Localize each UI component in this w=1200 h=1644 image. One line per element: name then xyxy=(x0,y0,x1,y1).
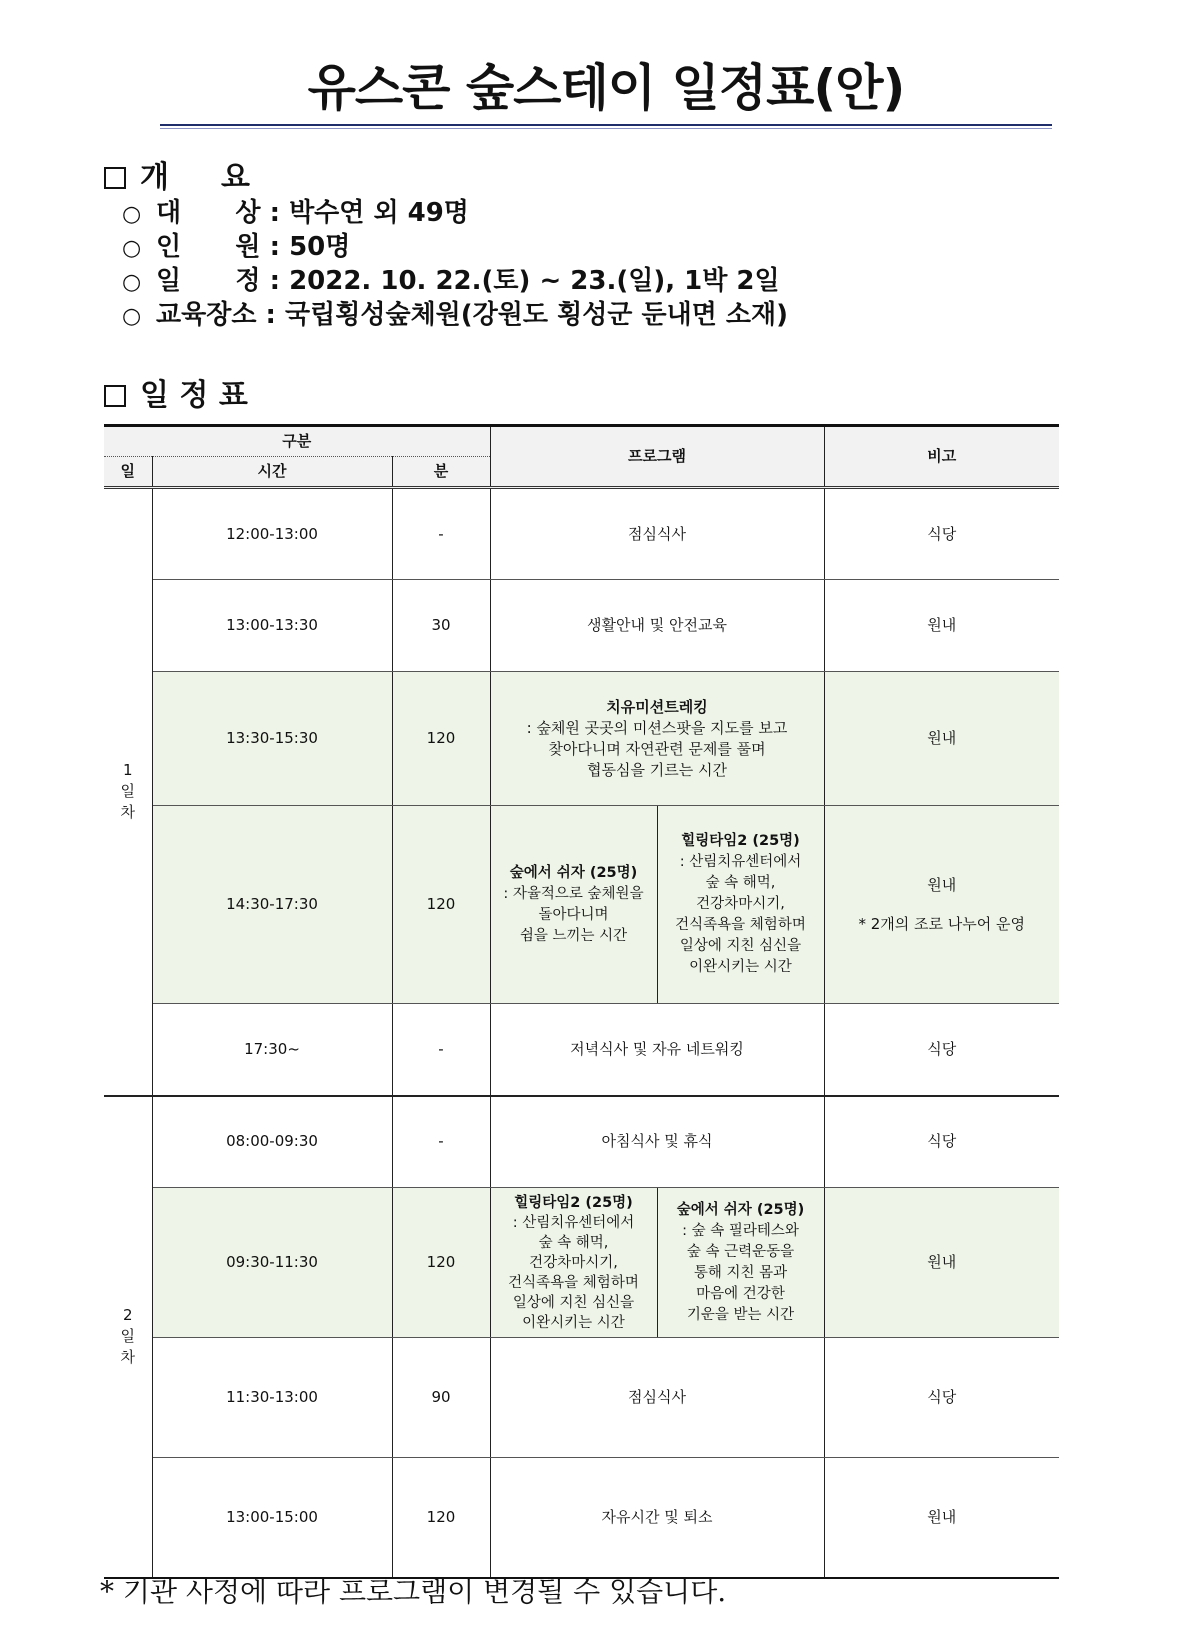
overview-sep: : xyxy=(260,232,290,262)
header-program: 프로그램 xyxy=(490,426,824,488)
overview-heading xyxy=(104,158,250,198)
program-line: 일상에 지친 심신을 xyxy=(679,938,802,954)
table-row xyxy=(104,1188,1059,1338)
day-label: 1일차 xyxy=(120,761,135,822)
minutes-cell: 30 xyxy=(392,580,490,672)
program-line: 건강차마시기, xyxy=(529,1254,618,1271)
minutes-cell: - xyxy=(392,488,490,580)
overview-value: 50명 xyxy=(289,232,351,262)
title-underline-thin xyxy=(160,128,1052,129)
table-row xyxy=(104,1096,1059,1188)
program-line: 돌아다니며 xyxy=(538,906,609,923)
program-cell: 저녁식사 및 자유 네트워킹 xyxy=(490,1004,824,1096)
note-text: 원내 xyxy=(927,875,957,894)
note-cell: 원내 xyxy=(824,1458,1059,1578)
table-row xyxy=(104,1458,1059,1578)
overview-sep: : xyxy=(260,198,290,228)
program-cell: 자유시간 및 퇴소 xyxy=(490,1458,824,1578)
header-gubun: 구분 xyxy=(104,426,490,457)
program-line: 숲 속 해먹, xyxy=(705,875,776,891)
overview-heading-b: 요 xyxy=(220,160,250,195)
program-line: 건강차마시기, xyxy=(696,896,785,912)
overview-value: 2022. 10. 22.(토) ~ 23.(일), 1박 2일 xyxy=(289,266,780,296)
program-cell-group-b xyxy=(657,1188,824,1338)
program-line: 기운을 받는 시간 xyxy=(686,1306,795,1323)
program-line: 찾아다니며 자연관련 문제를 풀며 xyxy=(548,739,766,758)
schedule-heading-text: 일 정 표 xyxy=(140,378,248,413)
minutes-cell: - xyxy=(392,1096,490,1188)
schedule-table xyxy=(104,424,1059,1579)
checkbox-square-icon xyxy=(104,167,126,189)
overview-heading-a: 개 xyxy=(140,160,169,195)
time-cell: 17:30~ xyxy=(152,1004,392,1096)
table-row xyxy=(104,580,1059,672)
program-line: 이완시키는 시간 xyxy=(522,1314,625,1331)
day-cell-2 xyxy=(104,1096,152,1578)
title-underline xyxy=(160,124,1052,126)
time-cell: 11:30-13:00 xyxy=(152,1338,392,1458)
note-cell: 식당 xyxy=(824,1338,1059,1458)
note-cell xyxy=(824,806,1059,1004)
overview-sep: : xyxy=(260,266,290,296)
overview-label: 교육장소 xyxy=(156,300,257,330)
overview-value: 국립횡성숲체원(강원도 횡성군 둔내면 소재) xyxy=(284,300,788,330)
overview-value: 박수연 외 49명 xyxy=(289,198,469,228)
time-cell: 08:00-09:30 xyxy=(152,1096,392,1188)
program-line: : 숲 속 필라테스와 xyxy=(682,1222,799,1239)
program-line: 건식족욕을 체험하며 xyxy=(508,1274,639,1291)
overview-label: 대 상 xyxy=(156,198,261,228)
minutes-cell: 120 xyxy=(392,806,490,1004)
program-title: 숲에서 쉬자 (25명) xyxy=(509,864,638,881)
program-line: : 산림치유센터에서 xyxy=(679,854,802,870)
program-title: 치유미션트레킹 xyxy=(606,697,708,716)
time-cell: 13:00-13:30 xyxy=(152,580,392,672)
document-title: 유스콘 숲스테이 일정표(안) xyxy=(307,59,905,117)
overview-sep: : xyxy=(256,300,285,330)
overview-row-dates xyxy=(122,264,780,300)
footer-note: * 기관 사정에 따라 프로그램이 변경될 수 있습니다. xyxy=(100,1575,727,1608)
program-line: 숲 속 해먹, xyxy=(538,1234,609,1251)
program-title: 숲에서 쉬자 (25명) xyxy=(676,1201,805,1218)
program-line: : 자율적으로 숲체원을 xyxy=(503,885,644,902)
minutes-cell: 120 xyxy=(392,1188,490,1338)
minutes-cell: 120 xyxy=(392,672,490,806)
overview-label: 일 정 xyxy=(156,266,261,296)
circle-bullet-icon: ○ xyxy=(122,236,142,261)
circle-bullet-icon: ○ xyxy=(122,304,142,329)
program-line: 일상에 지친 심신을 xyxy=(512,1294,635,1311)
program-cell-group-b xyxy=(657,806,824,1004)
header-time: 시간 xyxy=(152,457,392,488)
day-cell-1 xyxy=(104,488,152,1096)
program-cell-group-a xyxy=(490,806,657,1004)
note-cell: 식당 xyxy=(824,1004,1059,1096)
program-line: 협동심을 기르는 시간 xyxy=(587,760,727,779)
overview-row-target xyxy=(122,196,469,232)
time-cell: 14:30-17:30 xyxy=(152,806,392,1004)
header-minutes: 분 xyxy=(392,457,490,488)
program-line: 통해 지친 몸과 xyxy=(693,1264,788,1281)
minutes-cell: - xyxy=(392,1004,490,1096)
note-cell: 원내 xyxy=(824,1188,1059,1338)
program-cell: 점심식사 xyxy=(490,1338,824,1458)
checkbox-square-icon xyxy=(104,385,126,407)
program-cell: 생활안내 및 안전교육 xyxy=(490,580,824,672)
program-line: : 숲체원 곳곳의 미션스팟을 지도를 보고 xyxy=(526,718,788,737)
minutes-cell: 90 xyxy=(392,1338,490,1458)
program-cell: 점심식사 xyxy=(490,488,824,580)
program-cell xyxy=(490,672,824,806)
program-line: 쉼을 느끼는 시간 xyxy=(519,927,628,944)
program-line: 건식족욕을 체험하며 xyxy=(675,917,806,933)
time-cell: 13:30-15:30 xyxy=(152,672,392,806)
note-spacer xyxy=(825,896,1060,914)
program-line: 숲 속 근력운동을 xyxy=(686,1243,795,1260)
note-cell: 원내 xyxy=(824,672,1059,806)
table-header-row xyxy=(104,426,1059,457)
program-title: 힐링타임2 (25명) xyxy=(681,833,800,849)
schedule-heading xyxy=(104,376,248,416)
note-cell: 원내 xyxy=(824,580,1059,672)
program-cell: 아침식사 및 휴식 xyxy=(490,1096,824,1188)
table-row xyxy=(104,672,1059,806)
overview-row-location xyxy=(122,298,788,334)
note-cell: 식당 xyxy=(824,1096,1059,1188)
time-cell: 12:00-13:00 xyxy=(152,488,392,580)
program-line: 이완시키는 시간 xyxy=(689,959,792,975)
day-label: 2일차 xyxy=(120,1306,135,1366)
time-cell: 09:30-11:30 xyxy=(152,1188,392,1338)
program-title: 힐링타임2 (25명) xyxy=(514,1194,633,1211)
overview-label: 인 원 xyxy=(156,232,261,262)
circle-bullet-icon: ○ xyxy=(122,202,142,227)
table-row xyxy=(104,1338,1059,1458)
program-line: : 산림치유센터에서 xyxy=(512,1214,635,1231)
header-day: 일 xyxy=(104,457,152,488)
minutes-cell: 120 xyxy=(392,1458,490,1578)
program-line: 마음에 건강한 xyxy=(696,1285,785,1302)
circle-bullet-icon: ○ xyxy=(122,270,142,295)
overview-row-count xyxy=(122,230,350,266)
note-detail: * 2개의 조로 나누어 운영 xyxy=(858,914,1026,933)
table-row xyxy=(104,1004,1059,1096)
table-row xyxy=(104,806,1059,1004)
header-note: 비고 xyxy=(824,426,1059,488)
note-cell: 식당 xyxy=(824,488,1059,580)
table-row xyxy=(104,488,1059,580)
program-cell-group-a xyxy=(490,1188,657,1338)
time-cell: 13:00-15:00 xyxy=(152,1458,392,1578)
